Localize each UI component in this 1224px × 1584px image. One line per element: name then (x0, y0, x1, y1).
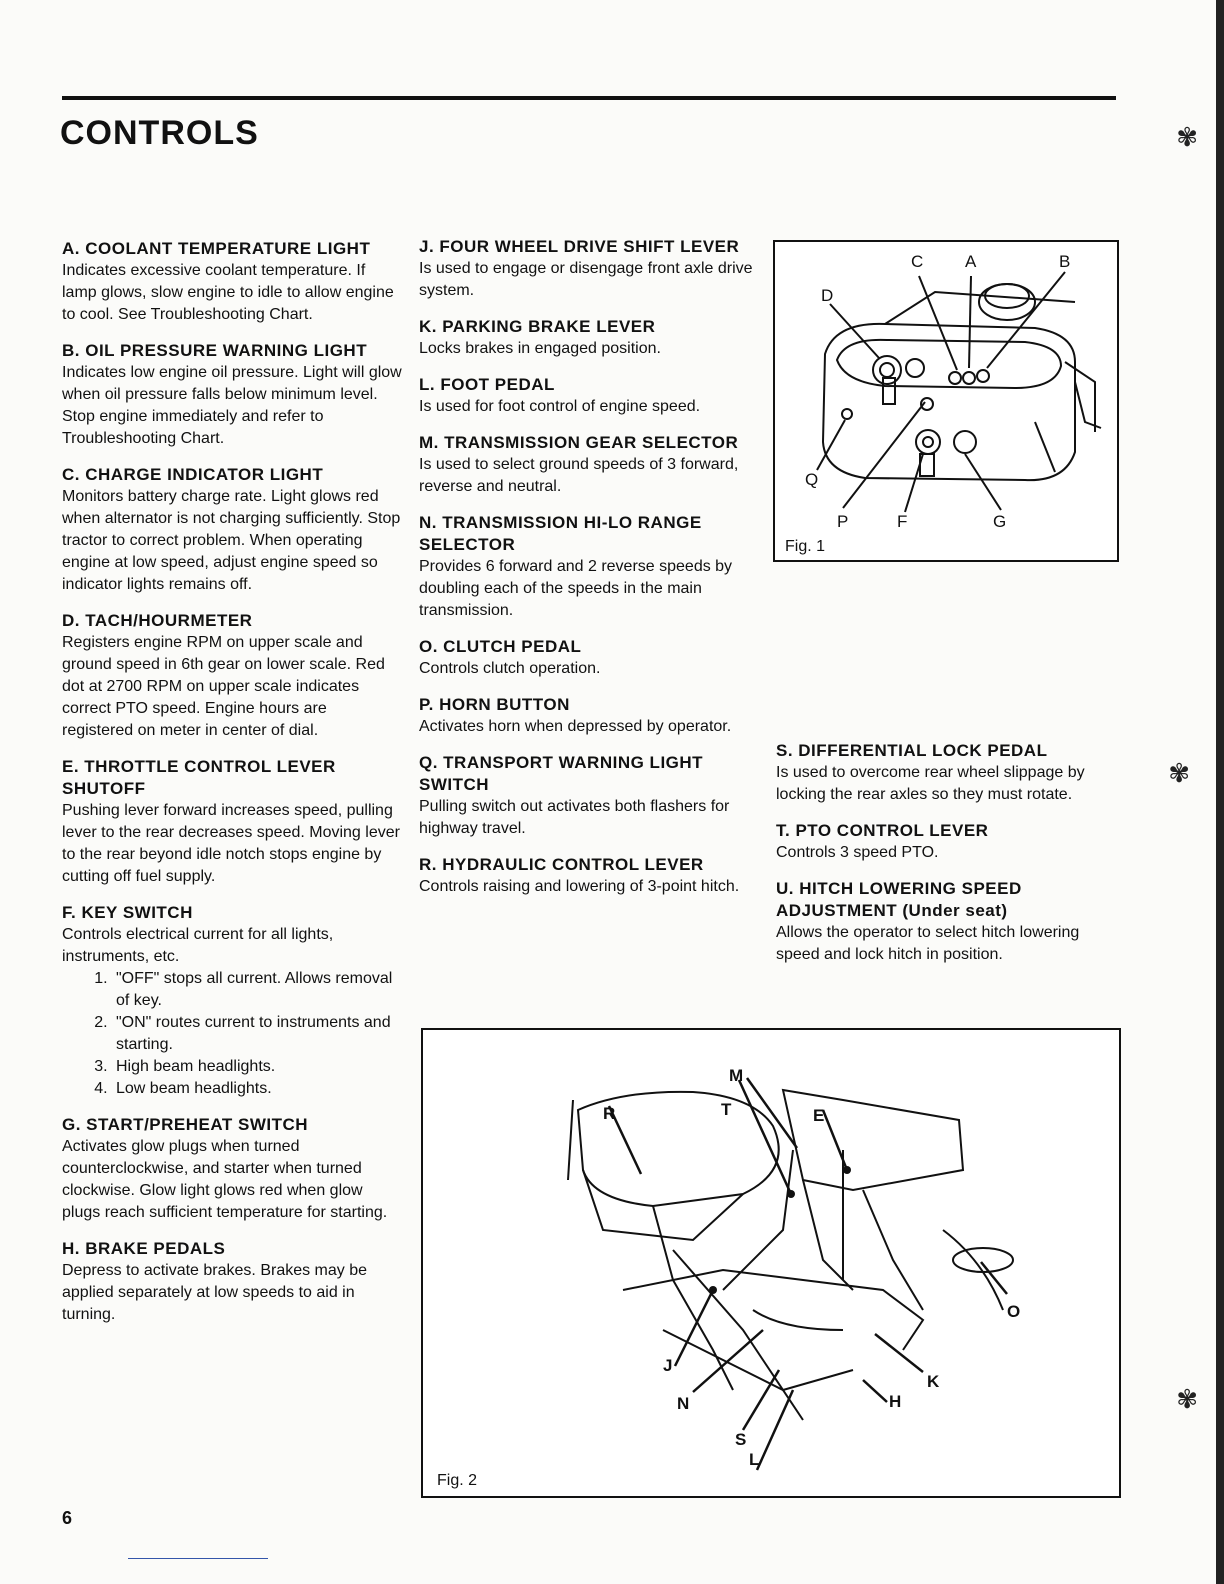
section-title: O. CLUTCH PEDAL (419, 637, 582, 656)
section-body: Locks brakes in engaged position. (419, 340, 661, 357)
section-k (419, 316, 764, 360)
callout-t: T (721, 1100, 732, 1119)
callout-k: K (927, 1372, 940, 1391)
list-item: 2. "ON" routes current to instruments and starting. (112, 1012, 402, 1056)
section-d (62, 610, 402, 742)
callout-n: N (677, 1394, 690, 1413)
section-body: Controls 3 speed PTO. (776, 844, 939, 861)
callout-h: H (889, 1392, 902, 1411)
section-body: Pushing lever forward increases speed, pulling lever to the rear decreases speed. Moving lever to the rear beyond idle notch stops engine by cutting off fuel supply. (62, 802, 400, 885)
section-title: G. START/PREHEAT SWITCH (62, 1115, 309, 1134)
section-body: Indicates excessive coolant temperature. If lamp glows, slow engine to idle to allow engine to cool. See Troubleshooting Chart. (62, 262, 394, 323)
section-title: K. PARKING BRAKE LEVER (419, 317, 656, 336)
section-body: Activates glow plugs when turned counterclockwise, and starter when turned clockwise. Glow light glows red when glow plugs reach sufficient temperature for starting. (62, 1138, 388, 1221)
list-item: 3. High beam headlights. (112, 1056, 402, 1078)
page-title: CONTROLS (60, 114, 259, 152)
figure-1-dashboard (773, 240, 1119, 562)
callout-d: D (821, 286, 834, 305)
callout-s: S (735, 1430, 747, 1449)
section-title: P. HORN BUTTON (419, 695, 570, 714)
section-g (62, 1114, 402, 1224)
header-rule (62, 96, 1116, 100)
callout-c: C (911, 252, 924, 271)
section-o (419, 636, 764, 680)
section-body: Monitors battery charge rate. Light glows red when alternator is not charging sufficiently. Stop tractor to correct problem. When operating engine at low speed, adjust engine speed so indicator lights remains off. (62, 488, 401, 593)
section-title: T. PTO CONTROL LEVER (776, 821, 989, 840)
page-number: 6 (62, 1508, 73, 1528)
section-u (776, 878, 1121, 966)
section-body: Depress to activate brakes. Brakes may be applied separately at low speeds to aid in turning. (62, 1262, 368, 1323)
section-title: B. OIL PRESSURE WARNING LIGHT (62, 341, 368, 360)
section-body: Registers engine RPM on upper scale and ground speed in 6th gear on lower scale. Red dot at 2700 RPM on upper scale indicates correct PTO speed. Engine hours are registered on meter in center of dial. (62, 634, 385, 739)
section-b (62, 340, 402, 450)
section-body: Provides 6 forward and 2 reverse speeds by doubling each of the speeds in the main transmission. (419, 558, 733, 619)
column-2 (419, 236, 764, 912)
section-body: Is used to overcome rear wheel slippage by locking the rear axles so they must rotate. (776, 764, 1085, 803)
section-title: A. COOLANT TEMPERATURE LIGHT (62, 239, 371, 258)
callout-l: L (749, 1450, 760, 1469)
scan-artifact-icon: ✾ (1168, 758, 1190, 788)
section-title: H. BRAKE PEDALS (62, 1239, 226, 1258)
figure-caption: Fig. 1 (785, 538, 826, 555)
section-h (62, 1238, 402, 1326)
section-c (62, 464, 402, 596)
section-body: Is used for foot control of engine speed. (419, 398, 701, 415)
section-q (419, 752, 764, 840)
section-e (62, 756, 402, 888)
figure-2-operator-controls (421, 1028, 1121, 1498)
section-n (419, 512, 764, 622)
section-title: N. TRANSMISSION HI-LO RANGE SELECTOR (419, 513, 702, 554)
section-body: Is used to select ground speeds of 3 forward, reverse and neutral. (419, 456, 739, 495)
section-r (419, 854, 764, 898)
section-body: Allows the operator to select hitch lowering speed and lock hitch in position. (776, 924, 1080, 963)
section-body: Controls clutch operation. (419, 660, 601, 677)
section-m (419, 432, 764, 498)
callout-p: P (837, 512, 849, 531)
section-title: C. CHARGE INDICATOR LIGHT (62, 465, 324, 484)
list-item: 1. "OFF" stops all current. Allows removal of key. (112, 968, 402, 1012)
callout-a: A (965, 252, 977, 271)
column-3 (776, 740, 1121, 980)
scan-artifact-icon: ✾ (1176, 1384, 1198, 1414)
callout-j: J (663, 1356, 673, 1375)
section-title: J. FOUR WHEEL DRIVE SHIFT LEVER (419, 237, 740, 256)
section-f (62, 902, 402, 1100)
figure-caption: Fig. 2 (437, 1472, 478, 1489)
section-body: Controls raising and lowering of 3-point hitch. (419, 878, 740, 895)
callout-r: R (603, 1104, 616, 1123)
callout-m: M (729, 1066, 744, 1085)
section-a (62, 238, 402, 326)
scan-edge (1216, 0, 1224, 1584)
key-positions-list (62, 968, 402, 1100)
section-title: S. DIFFERENTIAL LOCK PEDAL (776, 741, 1048, 760)
section-s (776, 740, 1121, 806)
section-body: Controls electrical current for all lights, instruments, etc. (62, 926, 334, 965)
list-item: 4. Low beam headlights. (112, 1078, 402, 1100)
section-title: U. HITCH LOWERING SPEED ADJUSTMENT (Under seat) (776, 879, 1022, 920)
column-1 (62, 238, 402, 1340)
section-body: Indicates low engine oil pressure. Light will glow when oil pressure falls below minimum level. Stop engine immediately and refer to Troubleshooting Chart. (62, 364, 402, 447)
section-title: F. KEY SWITCH (62, 903, 193, 922)
section-body: Activates horn when depressed by operator. (419, 718, 732, 735)
scan-artifact-icon: ✾ (1176, 122, 1198, 152)
section-j (419, 236, 764, 302)
callout-o: O (1007, 1302, 1021, 1321)
callout-e: E (813, 1106, 825, 1125)
section-title: M. TRANSMISSION GEAR SELECTOR (419, 433, 739, 452)
section-p (419, 694, 764, 738)
section-title: R. HYDRAULIC CONTROL LEVER (419, 855, 704, 874)
section-t (776, 820, 1121, 864)
section-title: E. THROTTLE CONTROL LEVER SHUTOFF (62, 757, 336, 798)
section-body: Pulling switch out activates both flashers for highway travel. (419, 798, 730, 837)
section-title: L. FOOT PEDAL (419, 375, 555, 394)
section-body: Is used to engage or disengage front axle drive system. (419, 260, 753, 299)
operator-area-illustration (423, 1030, 1119, 1496)
callout-f: F (897, 512, 908, 531)
section-title: D. TACH/HOURMETER (62, 611, 253, 630)
callout-g: G (993, 512, 1007, 531)
callout-q: Q (805, 470, 819, 489)
footer-line (128, 1558, 268, 1559)
callout-b: B (1059, 252, 1071, 271)
section-l (419, 374, 764, 418)
section-title: Q. TRANSPORT WARNING LIGHT SWITCH (419, 753, 704, 794)
